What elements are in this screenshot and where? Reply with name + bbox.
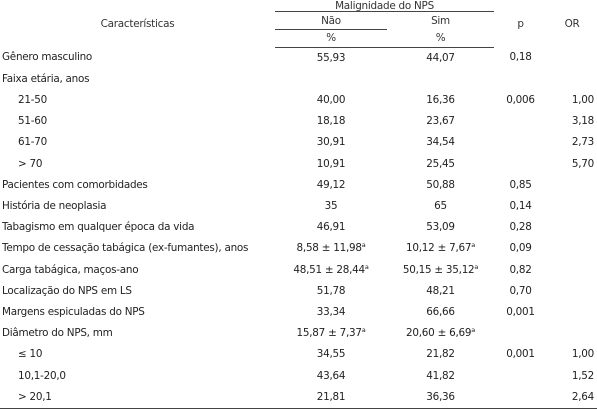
cell-nao [275, 132, 387, 153]
cell-sim [387, 366, 494, 387]
cell-sim [387, 238, 494, 259]
header-or: OR [564, 17, 580, 30]
cell-or [547, 217, 597, 238]
row-label [0, 90, 275, 111]
table-row [0, 323, 597, 344]
row-label-value: História de neoplasia [2, 199, 107, 212]
row-label-value: Localização do NPS em LS [2, 284, 132, 297]
cell-p [494, 47, 547, 69]
row-label [0, 47, 275, 69]
cell-p-value: 0,001 [506, 305, 535, 318]
cell-nao [275, 154, 387, 175]
cell-or-value: 2,73 [571, 136, 595, 149]
footnote-marker: a [474, 262, 479, 271]
cell-sim [387, 90, 494, 111]
cell-sim [387, 132, 494, 153]
cell-p [494, 281, 547, 302]
cell-p [494, 387, 547, 409]
cell-sim [387, 196, 494, 217]
row-label [0, 281, 275, 302]
row-label [0, 323, 275, 344]
cell-p-value: 0,18 [509, 51, 532, 64]
cell-or [547, 323, 597, 344]
cell-sim [387, 175, 494, 196]
cell-or-value: 1,00 [571, 348, 595, 361]
cell-nao [275, 323, 387, 344]
row-label-value: Diâmetro do NPS, mm [2, 327, 113, 340]
cell-nao-value: 21,81 [316, 390, 346, 403]
cell-nao [275, 111, 387, 132]
table-row [0, 175, 597, 196]
row-label-value: Tempo de cessação tabágica (ex-fumantes), anos [2, 242, 249, 255]
cell-p-value: 0,28 [509, 221, 532, 234]
table-row [0, 111, 597, 132]
cell-p [494, 302, 547, 323]
cell-nao-value: 43,64 [316, 369, 346, 382]
cell-nao-value: 55,93 [316, 51, 346, 64]
cell-nao [275, 344, 387, 365]
cell-or [547, 344, 597, 365]
cell-p [494, 175, 547, 196]
row-label-value: 51-60 [18, 115, 47, 128]
table-row [0, 132, 597, 153]
row-label [0, 196, 275, 217]
footnote-marker: a [471, 241, 475, 250]
footnote-marker: a [361, 241, 366, 250]
cell-p [494, 260, 547, 281]
cell-p-value: 0,82 [509, 263, 532, 276]
cell-or [547, 175, 597, 196]
row-label [0, 387, 275, 409]
header-sim-unit: % [387, 30, 494, 47]
cell-sim [387, 260, 494, 281]
cell-or [547, 47, 597, 69]
cell-nao [275, 238, 387, 259]
cell-nao-value: 49,12 [316, 178, 346, 191]
table-row [0, 90, 597, 111]
table-row [0, 260, 597, 281]
cell-p-value: 0,09 [509, 242, 532, 255]
header-p: p [517, 17, 524, 30]
header-malignidade: Malignidade do NPS [275, 0, 494, 12]
cell-nao-value: 34,55 [316, 348, 346, 361]
cell-p-value: 0,85 [509, 178, 532, 191]
cell-sim-value: 23,67 [426, 115, 455, 128]
row-label-value: 61-70 [18, 136, 47, 149]
cell-nao-value: 15,87 ± 7,37 [296, 327, 362, 340]
table-body [0, 47, 597, 408]
cell-p-value: 0,006 [506, 93, 535, 106]
cell-sim [387, 302, 494, 323]
cell-or-value: 2,64 [571, 390, 595, 403]
cell-nao-value: 33,34 [316, 305, 346, 318]
cell-nao-value: 10,91 [316, 157, 346, 170]
row-label [0, 175, 275, 196]
cell-p [494, 366, 547, 387]
row-label [0, 217, 275, 238]
cell-p [494, 344, 547, 365]
cell-or [547, 132, 597, 153]
cell-p-value: 0,14 [509, 199, 532, 212]
cell-or [547, 111, 597, 132]
cell-nao-value: 8,58 ± 11,98 [296, 242, 362, 255]
cell-nao [275, 69, 387, 90]
cell-p [494, 154, 547, 175]
cell-sim [387, 323, 494, 344]
table-row [0, 366, 597, 387]
row-label-value: > 70 [18, 157, 43, 170]
row-label-value: Faixa etária, anos [2, 72, 90, 85]
header-nao: Não [275, 12, 387, 30]
cell-sim [387, 111, 494, 132]
cell-nao-value: 18,18 [316, 115, 346, 128]
cell-sim [387, 281, 494, 302]
footnote-marker: a [471, 326, 475, 335]
cell-nao [275, 366, 387, 387]
header-caracteristicas: Características [100, 17, 175, 30]
cell-sim-value: 44,07 [426, 51, 455, 64]
cell-sim [387, 69, 494, 90]
cell-sim-value: 25,45 [426, 157, 455, 170]
cell-nao-value: 46,91 [316, 221, 346, 234]
table-row [0, 69, 597, 90]
cell-nao-value: 35 [324, 199, 338, 212]
cell-or [547, 302, 597, 323]
cell-p [494, 90, 547, 111]
cell-or-value: 1,52 [571, 369, 595, 382]
footnote-marker: a [364, 262, 369, 271]
table-row [0, 387, 597, 409]
cell-nao-value: 48,51 ± 28,44 [293, 263, 365, 276]
table-row [0, 281, 597, 302]
row-label [0, 260, 275, 281]
cell-sim [387, 47, 494, 69]
table-row [0, 302, 597, 323]
row-label [0, 132, 275, 153]
row-label-value: Gênero masculino [2, 51, 93, 64]
row-label [0, 344, 275, 365]
cell-p [494, 111, 547, 132]
cell-sim-value: 36,36 [426, 390, 455, 403]
cell-sim-value: 41,82 [426, 369, 455, 382]
table-row [0, 344, 597, 365]
row-label [0, 366, 275, 387]
cell-p [494, 196, 547, 217]
row-label-value: 10,1-20,0 [18, 369, 66, 382]
cell-p-value: 0,001 [506, 348, 535, 361]
cell-sim-value: 50,15 ± 35,12 [402, 263, 475, 276]
table-row [0, 154, 597, 175]
cell-nao [275, 47, 387, 69]
cell-nao [275, 260, 387, 281]
row-label [0, 111, 275, 132]
cell-sim-value: 16,36 [426, 93, 455, 106]
cell-sim [387, 217, 494, 238]
cell-sim-value: 65 [434, 199, 447, 212]
row-label [0, 238, 275, 259]
row-label-value: ≤ 10 [18, 348, 43, 361]
cell-or-value: 1,00 [571, 93, 595, 106]
table-row [0, 196, 597, 217]
cell-sim-value: 34,54 [426, 136, 455, 149]
table-row [0, 217, 597, 238]
cell-sim-value: 48,21 [426, 284, 455, 297]
cell-nao [275, 302, 387, 323]
row-label-value: Margens espiculadas do NPS [2, 305, 145, 318]
cell-or-value: 5,70 [571, 157, 595, 170]
cell-nao [275, 387, 387, 409]
row-label-value: 21-50 [18, 93, 47, 106]
cell-sim-value: 20,60 ± 6,69 [406, 327, 472, 340]
cell-p [494, 132, 547, 153]
cell-p [494, 323, 547, 344]
footnote-marker: a [361, 326, 366, 335]
cell-nao [275, 196, 387, 217]
cell-nao [275, 175, 387, 196]
cell-sim-value: 10,12 ± 7,67 [406, 242, 472, 255]
cell-or [547, 90, 597, 111]
cell-nao-value: 51,78 [316, 284, 346, 297]
row-label [0, 154, 275, 175]
table-header [0, 0, 597, 47]
row-label-value: > 20,1 [18, 390, 52, 403]
cell-sim [387, 154, 494, 175]
table-row [0, 47, 597, 69]
cell-sim-value: 50,88 [426, 178, 455, 191]
table-row [0, 238, 597, 259]
cell-or-value: 3,18 [571, 115, 595, 128]
row-label-value: Pacientes com comorbidades [2, 178, 148, 191]
cell-or [547, 387, 597, 409]
cell-or [547, 281, 597, 302]
cell-or [547, 196, 597, 217]
cell-p-value: 0,70 [509, 284, 532, 297]
cell-sim [387, 387, 494, 409]
row-label-value: Carga tabágica, maços-ano [2, 263, 139, 276]
cell-sim-value: 66,66 [426, 305, 455, 318]
cell-nao-value: 40,00 [316, 93, 346, 106]
cell-nao [275, 281, 387, 302]
cell-or [547, 366, 597, 387]
cell-nao [275, 217, 387, 238]
cell-or [547, 260, 597, 281]
cell-sim-value: 21,82 [426, 348, 455, 361]
row-label [0, 69, 275, 90]
cell-p [494, 217, 547, 238]
header-sim: Sim [387, 12, 494, 30]
cell-nao [275, 90, 387, 111]
cell-or [547, 238, 597, 259]
cell-p [494, 69, 547, 90]
row-label [0, 302, 275, 323]
cell-nao-value: 30,91 [316, 136, 346, 149]
cell-sim-value: 53,09 [426, 221, 455, 234]
cell-or [547, 154, 597, 175]
cell-p [494, 238, 547, 259]
cell-sim [387, 344, 494, 365]
cell-or [547, 69, 597, 90]
header-nao-unit: % [275, 30, 387, 47]
row-label-value: Tabagismo em qualquer época da vida [2, 221, 195, 234]
